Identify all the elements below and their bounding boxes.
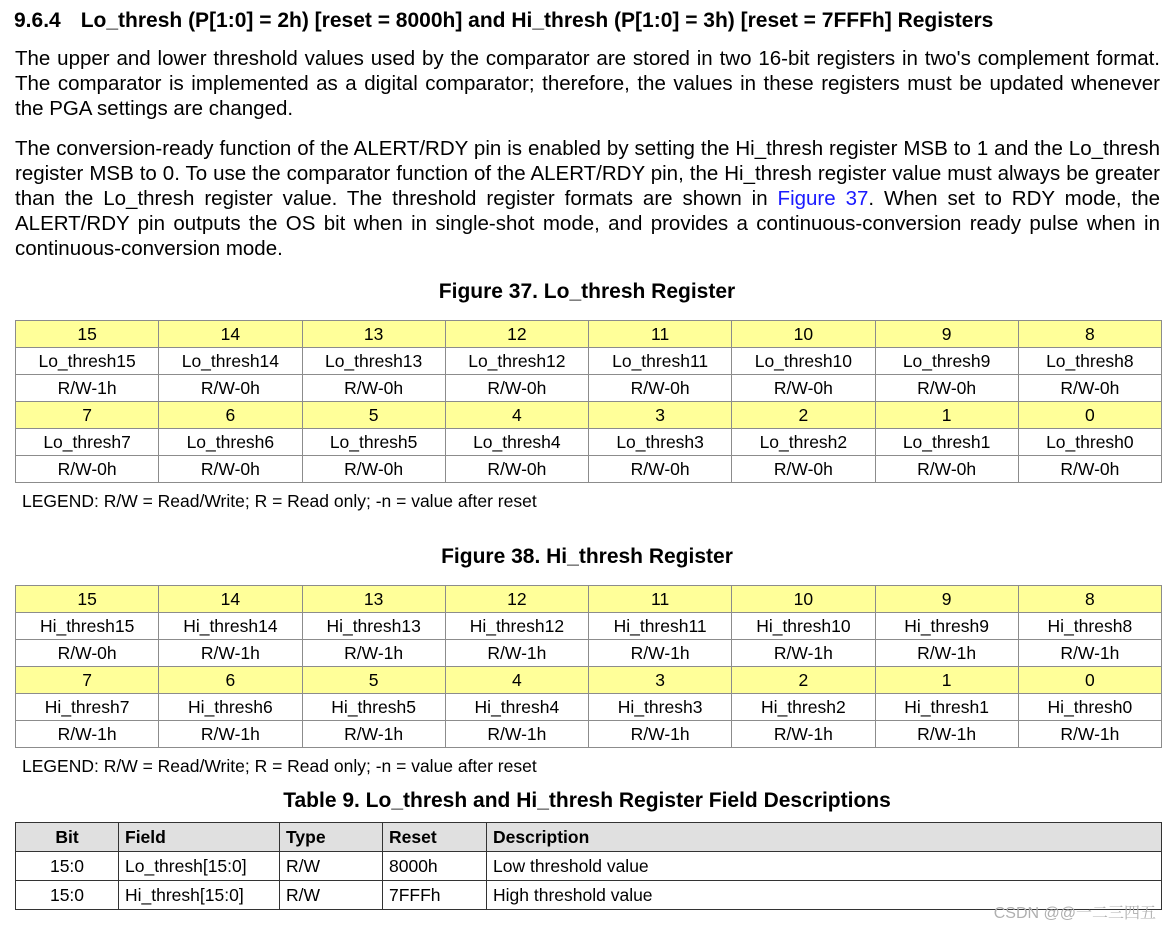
- paragraph-alert-rdy: [15, 136, 1160, 261]
- bit-number: 2: [732, 667, 875, 694]
- field-name: Lo_thresh8: [1018, 348, 1161, 375]
- field-name: Hi_thresh5: [302, 694, 445, 721]
- cell-field: Lo_thresh[15:0]: [119, 852, 280, 881]
- access-value: R/W-0h: [16, 640, 159, 667]
- paragraph-threshold-format: The upper and lower threshold values used by the comparator are stored in two 16-bit registers in two's complement format. The comparator is implemented as a digital comparator; therefore, the values in these registers must be updated whenever the PGA settings are changed.: [15, 47, 1160, 120]
- bit-number: 7: [16, 667, 159, 694]
- bit-number: 11: [589, 321, 732, 348]
- bit-number: 1: [875, 667, 1018, 694]
- cell-bit: 15:0: [16, 852, 119, 881]
- access-value: R/W-1h: [16, 375, 159, 402]
- access-value: R/W-0h: [445, 375, 588, 402]
- bit-number: 8: [1018, 321, 1161, 348]
- access-value: R/W-0h: [875, 456, 1018, 483]
- field-name: Hi_thresh14: [159, 613, 302, 640]
- field-name: Lo_thresh15: [16, 348, 159, 375]
- access-value: R/W-1h: [732, 721, 875, 748]
- field-name: Lo_thresh5: [302, 429, 445, 456]
- bit-number: 15: [16, 586, 159, 613]
- access-row: [16, 721, 1162, 748]
- bit-number: 12: [445, 586, 588, 613]
- cell-type: R/W: [280, 852, 383, 881]
- paragraph-text-a: The conversion-ready function of the ALERT/RDY pin is enabled by setting the Hi_thresh register MSB to 1 and the Lo_thresh register MSB to 0. To use the comparator function of the ALERT/RDY pin, the Hi_thresh register value must always be greater than the Lo_thresh register value. The threshold register formats are shown in: [15, 137, 1160, 210]
- field-name: Hi_thresh6: [159, 694, 302, 721]
- field-name: Hi_thresh13: [302, 613, 445, 640]
- access-value: R/W-0h: [732, 456, 875, 483]
- section-title: Lo_thresh (P[1:0] = 2h) [reset = 8000h] and Hi_thresh (P[1:0] = 3h) [reset = 7FFFh] Registers: [80, 9, 994, 32]
- figure-37-link[interactable]: Figure 37: [777, 187, 869, 210]
- figure-37-legend: LEGEND: R/W = Read/Write; R = Read only; -n = value after reset: [22, 491, 537, 511]
- access-value: R/W-0h: [732, 375, 875, 402]
- field-descriptions-table: [15, 822, 1162, 910]
- field-name-row: [16, 694, 1162, 721]
- access-value: R/W-0h: [875, 375, 1018, 402]
- field-name: Lo_thresh9: [875, 348, 1018, 375]
- field-name: Lo_thresh3: [589, 429, 732, 456]
- field-name: Lo_thresh11: [589, 348, 732, 375]
- bit-number: 14: [159, 586, 302, 613]
- access-value: R/W-0h: [589, 456, 732, 483]
- access-value: R/W-1h: [589, 640, 732, 667]
- cell-description: High threshold value: [487, 881, 1162, 910]
- bit-number: 8: [1018, 586, 1161, 613]
- field-name: Hi_thresh10: [732, 613, 875, 640]
- table-9-title: Table 9. Lo_thresh and Hi_thresh Register Field Descriptions: [283, 789, 891, 812]
- field-name: Lo_thresh0: [1018, 429, 1161, 456]
- access-value: R/W-1h: [16, 721, 159, 748]
- bit-number: 15: [16, 321, 159, 348]
- access-value: R/W-1h: [159, 640, 302, 667]
- bit-number: 0: [1018, 667, 1161, 694]
- header-description: Description: [487, 823, 1162, 852]
- access-value: R/W-1h: [589, 721, 732, 748]
- field-name: Lo_thresh10: [732, 348, 875, 375]
- field-name: Hi_thresh7: [16, 694, 159, 721]
- figure-37-title: Figure 37. Lo_thresh Register: [438, 280, 736, 303]
- bit-number: 2: [732, 402, 875, 429]
- field-name: Lo_thresh12: [445, 348, 588, 375]
- paragraph-text-b: . When set to RDY mode, the ALERT/RDY pin outputs the OS bit when in single-shot mode, and provides a continuous-conversion ready pulse when in continuous-conversion mode.: [15, 187, 1161, 260]
- access-value: R/W-0h: [1018, 456, 1161, 483]
- field-name: Hi_thresh8: [1018, 613, 1161, 640]
- bit-number: 12: [445, 321, 588, 348]
- access-row: [16, 456, 1162, 483]
- access-value: R/W-1h: [445, 721, 588, 748]
- bit-number: 10: [732, 586, 875, 613]
- watermark: CSDN @@一二三四五: [993, 905, 1156, 922]
- field-name: Lo_thresh7: [16, 429, 159, 456]
- access-value: R/W-0h: [16, 456, 159, 483]
- bit-number: 9: [875, 321, 1018, 348]
- access-value: R/W-1h: [302, 640, 445, 667]
- lo-thresh-register-table: [15, 320, 1162, 483]
- bit-number: 13: [302, 586, 445, 613]
- cell-reset: 7FFFh: [383, 881, 487, 910]
- access-value: R/W-0h: [159, 375, 302, 402]
- cell-field: Hi_thresh[15:0]: [119, 881, 280, 910]
- bit-number-row: [16, 321, 1162, 348]
- access-value: R/W-1h: [159, 721, 302, 748]
- bit-number: 13: [302, 321, 445, 348]
- bit-number-row: [16, 586, 1162, 613]
- field-name: Hi_thresh0: [1018, 694, 1161, 721]
- field-name-row: [16, 613, 1162, 640]
- field-name: Hi_thresh9: [875, 613, 1018, 640]
- field-name: Lo_thresh13: [302, 348, 445, 375]
- bit-number: 7: [16, 402, 159, 429]
- bit-number: 5: [302, 402, 445, 429]
- section-number: 9.6.4: [14, 9, 61, 32]
- access-value: R/W-1h: [302, 721, 445, 748]
- field-name: Lo_thresh4: [445, 429, 588, 456]
- bit-number-row: [16, 402, 1162, 429]
- access-value: R/W-0h: [1018, 375, 1161, 402]
- figure-38-legend: LEGEND: R/W = Read/Write; R = Read only; -n = value after reset: [22, 756, 537, 776]
- access-value: R/W-1h: [1018, 640, 1161, 667]
- bit-number: 6: [159, 667, 302, 694]
- table-header-row: [16, 823, 1162, 852]
- field-name: Lo_thresh14: [159, 348, 302, 375]
- hi-thresh-register-table: [15, 585, 1162, 748]
- field-name: Hi_thresh4: [445, 694, 588, 721]
- bit-number: 4: [445, 667, 588, 694]
- cell-bit: 15:0: [16, 881, 119, 910]
- header-reset: Reset: [383, 823, 487, 852]
- access-value: R/W-0h: [159, 456, 302, 483]
- bit-number: 6: [159, 402, 302, 429]
- field-name: Lo_thresh2: [732, 429, 875, 456]
- bit-number: 11: [589, 586, 732, 613]
- access-value: R/W-1h: [875, 640, 1018, 667]
- access-value: R/W-0h: [302, 375, 445, 402]
- bit-number-row: [16, 667, 1162, 694]
- cell-type: R/W: [280, 881, 383, 910]
- bit-number: 4: [445, 402, 588, 429]
- field-name-row: [16, 429, 1162, 456]
- bit-number: 0: [1018, 402, 1161, 429]
- bit-number: 3: [589, 667, 732, 694]
- field-name: Hi_thresh12: [445, 613, 588, 640]
- figure-38-title: Figure 38. Hi_thresh Register: [441, 545, 733, 568]
- access-row: [16, 375, 1162, 402]
- section-heading: [14, 8, 1164, 34]
- table-row: [16, 852, 1162, 881]
- bit-number: 3: [589, 402, 732, 429]
- bit-number: 5: [302, 667, 445, 694]
- field-name: Hi_thresh11: [589, 613, 732, 640]
- field-name-row: [16, 348, 1162, 375]
- access-value: R/W-1h: [875, 721, 1018, 748]
- access-row: [16, 640, 1162, 667]
- field-name: Hi_thresh1: [875, 694, 1018, 721]
- access-value: R/W-0h: [589, 375, 732, 402]
- access-value: R/W-1h: [445, 640, 588, 667]
- header-field: Field: [119, 823, 280, 852]
- cell-reset: 8000h: [383, 852, 487, 881]
- header-type: Type: [280, 823, 383, 852]
- header-bit: Bit: [16, 823, 119, 852]
- field-name: Hi_thresh3: [589, 694, 732, 721]
- access-value: R/W-1h: [1018, 721, 1161, 748]
- access-value: R/W-0h: [445, 456, 588, 483]
- access-value: R/W-1h: [732, 640, 875, 667]
- cell-description: Low threshold value: [487, 852, 1162, 881]
- access-value: R/W-0h: [302, 456, 445, 483]
- field-name: Hi_thresh15: [16, 613, 159, 640]
- bit-number: 14: [159, 321, 302, 348]
- field-name: Lo_thresh1: [875, 429, 1018, 456]
- table-row: [16, 881, 1162, 910]
- bit-number: 1: [875, 402, 1018, 429]
- bit-number: 9: [875, 586, 1018, 613]
- field-name: Hi_thresh2: [732, 694, 875, 721]
- bit-number: 10: [732, 321, 875, 348]
- field-name: Lo_thresh6: [159, 429, 302, 456]
